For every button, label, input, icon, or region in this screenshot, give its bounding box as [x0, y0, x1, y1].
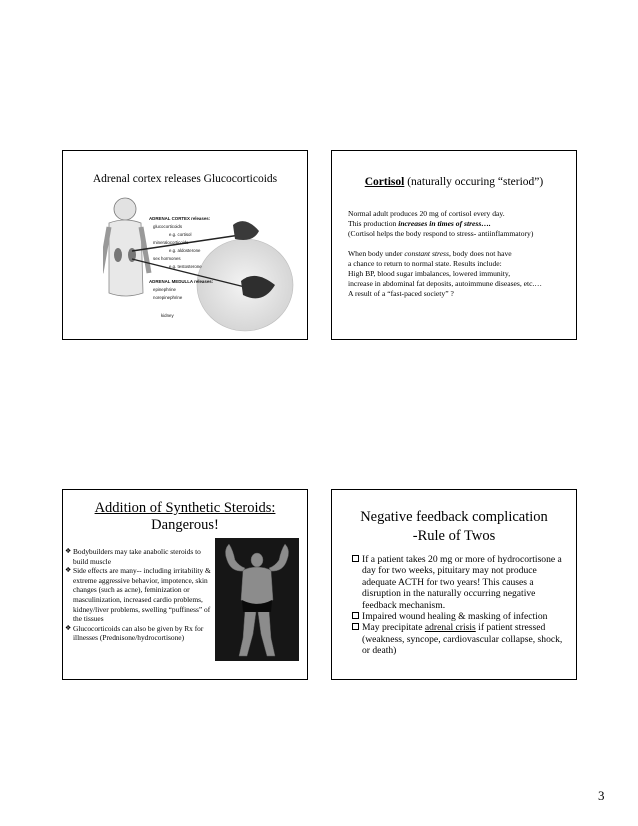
slide-synthetic-steroids	[62, 489, 308, 680]
diagram-label: e.g. aldosterone	[169, 248, 201, 253]
body-line: (Cortisol helps the body respond to stress- antiinflammatory)	[348, 229, 534, 238]
body-text: , body does not have	[448, 249, 512, 258]
diagram-label: sex hormones	[153, 256, 181, 261]
diamond-bullet-icon: ❖	[65, 566, 72, 575]
list-item-text: if patient stressed (weakness, syncope, cardiovascular collapse, shock, or death)	[362, 622, 563, 657]
slide-title	[342, 508, 566, 546]
list-item-text: Side effects are many-- including irritability & extreme aggressive behavior, impotence, skin changes (such as acne), feminization or masculinization, increased cardio problems, kidney/liver problems, swelling “puffiness” of the tissues	[73, 566, 211, 624]
diagram-label: kidney	[161, 313, 174, 318]
diagram-label: epinephrine	[153, 287, 176, 292]
body-line: High BP, blood sugar imbalances, lowered immunity,	[348, 269, 511, 278]
body-text: When body under	[348, 249, 405, 258]
slide-adrenal-cortex	[62, 150, 308, 340]
body-line: A result of a “fast-paced society” ?	[348, 289, 454, 298]
body-emphasis: constant stress	[404, 249, 449, 258]
list-item	[352, 554, 566, 611]
list-item-text: Bodybuilders may take anabolic steroids to build muscle	[73, 547, 201, 566]
diamond-bullet-icon: ❖	[65, 547, 72, 555]
list-item-emphasis: adrenal crisis	[424, 622, 476, 634]
title-line: Negative feedback complication	[360, 509, 548, 525]
body-line: a chance to return to normal state. Results include:	[348, 259, 502, 268]
title-cortisol: Cortisol	[364, 176, 405, 188]
slide-body	[348, 209, 570, 299]
body-text: This production	[348, 219, 399, 228]
human-figure	[103, 198, 149, 296]
checkbox-bullet-icon	[352, 623, 359, 630]
diagram-label: e.g. cortisol	[169, 232, 192, 237]
body-emphasis: increases in times of stress….	[398, 219, 491, 228]
bullet-list	[65, 547, 215, 643]
checkbox-bullet-icon	[352, 555, 359, 562]
bullet-list	[352, 554, 566, 657]
list-item	[65, 566, 215, 624]
list-item-text: Glucocorticoids can also be given by Rx for illnesses (Prednisone/hydrocortisone)	[73, 623, 204, 643]
slide-title	[73, 500, 297, 534]
diagram-label: e.g. testosterone	[169, 264, 202, 269]
diagram-label: ADRENAL CORTEX releases:	[149, 216, 211, 221]
page-number: 3	[598, 788, 605, 803]
body-line: Normal adult produces 20 mg of cortisol every day.	[348, 209, 505, 218]
body-line	[348, 219, 570, 229]
list-item	[65, 547, 215, 566]
body-line: increase in abdominal fat deposits, autoimmune diseases, etc.…	[348, 279, 543, 288]
checkbox-bullet-icon	[352, 612, 359, 619]
adrenal-diagram	[103, 193, 303, 333]
bodybuilder-photo	[215, 538, 299, 661]
list-item-text: Impaired wound healing & masking of infection	[362, 611, 548, 623]
diamond-bullet-icon: ❖	[65, 623, 72, 632]
list-item	[352, 622, 566, 656]
diagram-label: norepinephrine	[153, 295, 183, 300]
slide-cortisol	[331, 150, 577, 340]
list-item-text: If a patient takes 20 mg or more of hydrocortisone a day for two weeks, pituitary may not produce adequate ACTH for two years! This causes a disruption in the naturally occurring negative feedback mechanism.	[362, 554, 562, 611]
list-item	[352, 611, 566, 622]
list-item	[65, 624, 215, 643]
diagram-label: ADRENAL MEDULLA releases:	[149, 279, 214, 284]
body-line	[348, 249, 570, 259]
title-line: -Rule of Twos	[412, 528, 496, 544]
diagram-label: mineralocorticoids	[153, 240, 189, 245]
title-line: Dangerous!	[151, 517, 219, 533]
title-line: Addition of Synthetic Steroids:	[94, 500, 276, 516]
slide-negative-feedback	[331, 489, 577, 680]
adrenal-gland	[233, 221, 259, 240]
diagram-label: glucocorticoids	[153, 224, 183, 229]
title-rest: (naturally occuring “steriod”)	[404, 176, 544, 188]
slide-title	[332, 176, 576, 188]
slide-title: Adrenal cortex releases Glucocorticoids	[92, 173, 278, 185]
list-item-text: May precipitate	[362, 622, 425, 634]
